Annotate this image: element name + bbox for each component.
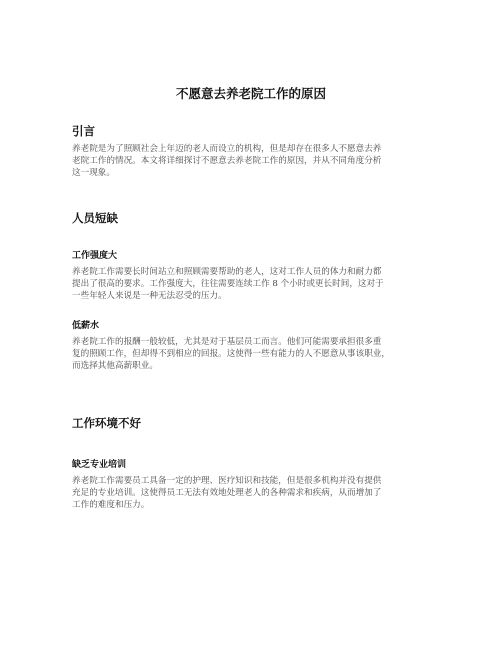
paragraph-line: 养老院工作需要员工具备一定的护理、医疗知识和技能，但是很多机构并没有提供 (72, 476, 382, 486)
paragraph-line: 养老院工作的报酬一般较低，尤其是对于基层员工而言。他们可能需要承担很多重 (72, 337, 382, 347)
paragraph-line: 充足的专业培训。这使得员工无法有效地处理老人的各种需求和疾病，从而增加了 (72, 488, 382, 499)
subsection-heading-work-intensity: 工作强度大 (72, 251, 118, 261)
paragraph-line: 复的照顾工作，但却得不到相应的回报。这使得一些有能力的人不愿意从事该职业， (72, 349, 390, 360)
paragraph-line: 这一现象。 (72, 168, 115, 179)
document-title: 不愿意去养老院工作的原因 (175, 86, 326, 101)
section-heading-introduction: 引言 (72, 124, 95, 138)
subsection-heading-low-salary: 低薪水 (72, 321, 100, 331)
paragraph-line: 工作的难度和压力。 (72, 500, 150, 511)
low-salary-paragraph (72, 336, 432, 373)
paragraph-line: 养老院工作需要长时间站立和照顾需要帮助的老人，这对工作人员的体力和耐力都 (72, 267, 382, 277)
work-intensity-paragraph (72, 266, 432, 303)
section-heading-staff-shortage: 人员短缺 (72, 211, 118, 225)
introduction-paragraph (72, 143, 432, 180)
paragraph-line: 养老院是为了照顾社会上年迈的老人而设立的机构，但是却存在很多人不愿意去养 (72, 144, 382, 154)
paragraph-line: 提出了很高的要求。工作强度大，往往需要连续工作 8 个小时或更长时间，这对于 (72, 279, 384, 290)
paragraph-line: 一些年轻人来说是一种无法忍受的压力。 (72, 291, 227, 302)
paragraph-line: 而选择其他高薪职业。 (72, 361, 158, 372)
section-heading-poor-work-environment: 工作环境不好 (72, 416, 141, 430)
subsection-heading-lack-of-training: 缺乏专业培训 (72, 460, 127, 470)
paragraph-line: 老院工作的情况。本文将详细探讨不愿意去养老院工作的原因，并从不同角度分析 (72, 156, 382, 167)
lack-of-training-paragraph (72, 475, 432, 512)
